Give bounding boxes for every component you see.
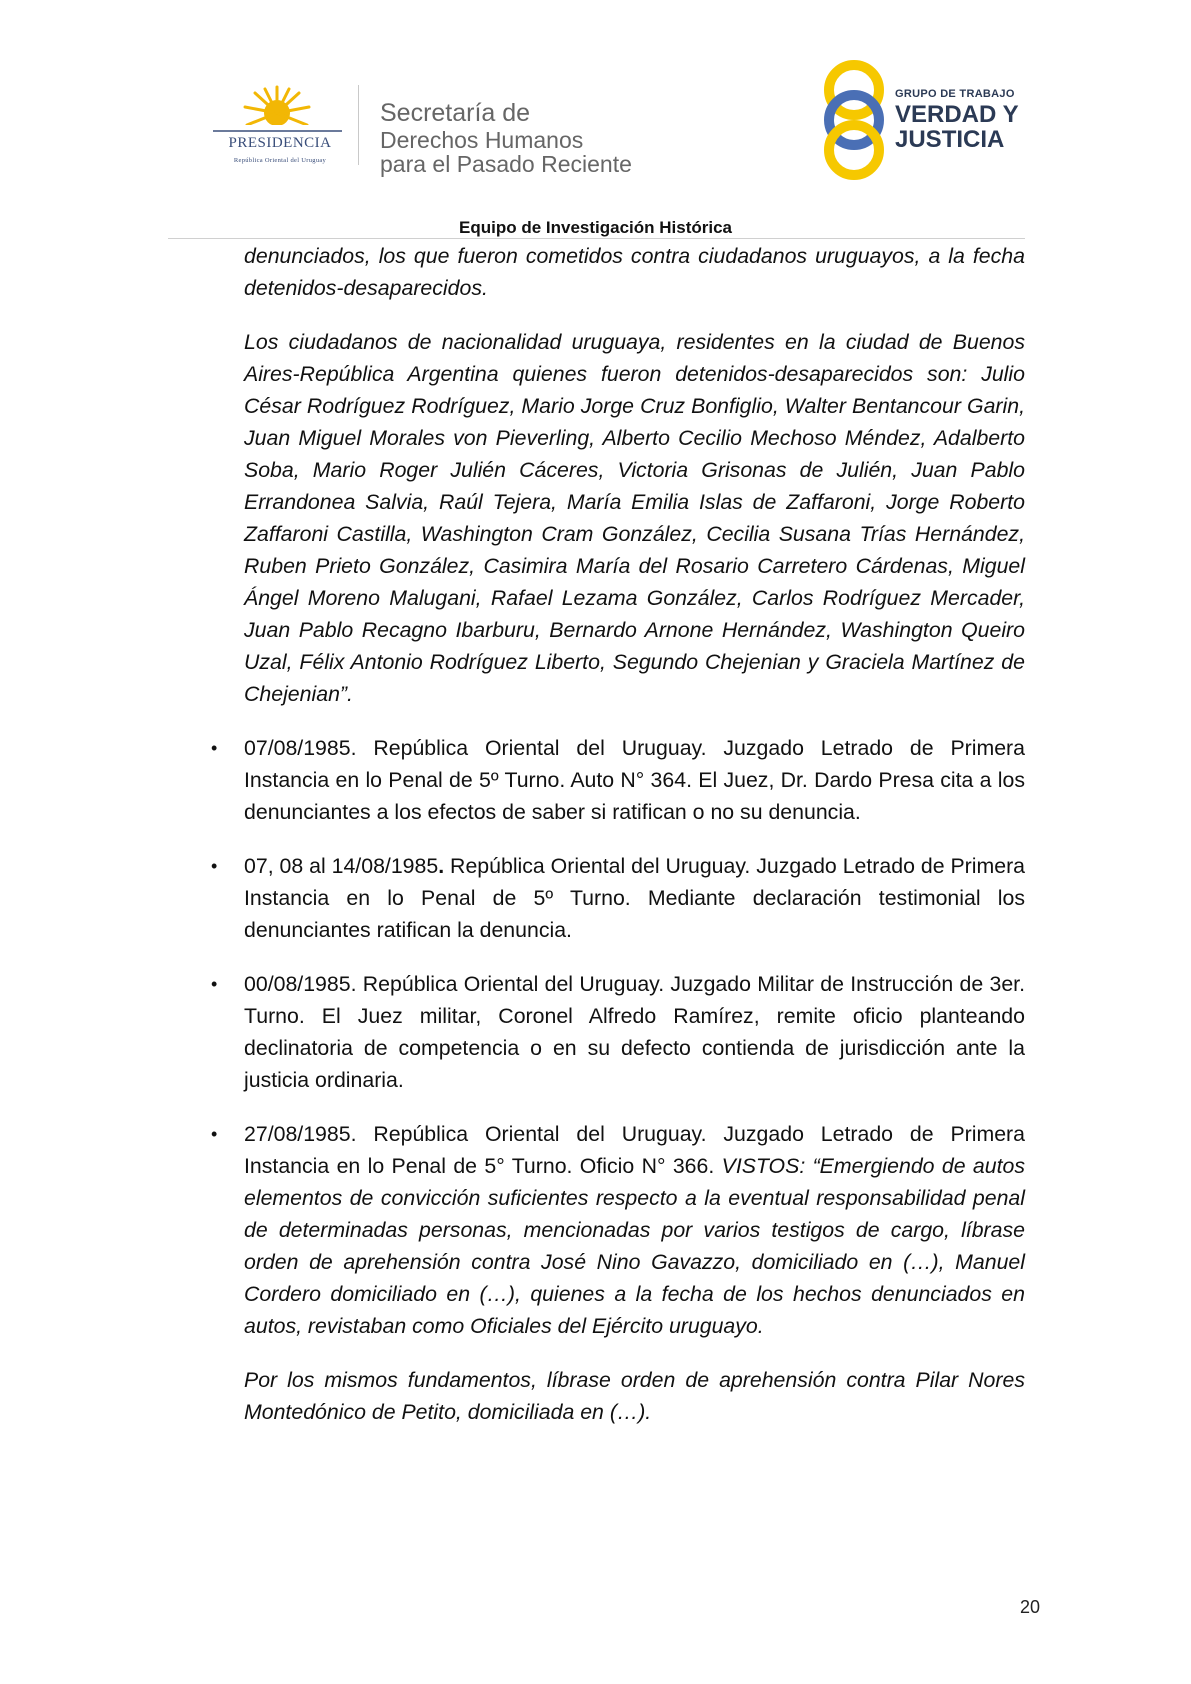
bullet-icon: • [211,738,218,758]
list-item [211,1118,1025,1342]
header-secretaria-block [205,85,685,175]
paragraph-names-list: Los ciudadanos de nacionalidad uruguaya, residentes en la ciudad de Buenos Aires-República Argentina quienes fueron detenidos-desaparecidos son: Julio César Rodríguez Rodríguez, Mario Jorge Cruz Bonfiglio, Walter Bentancour Garin, Juan Miguel Morales von Pieverling, Alberto Cecilio Mechoso Méndez, Adalberto Soba, Mario Roger Julién Cáceres, Victoria Grisonas de Julién, Juan Pablo Errandonea Salvia, Raúl Tejera, María Emilia Islas de Zaffaroni, Jorge Roberto Zaffaroni Castilla, Washington Cram González, Cecilia Susana Trías Hernández, Ruben Prieto González, Casimira María del Rosario Carretero Cárdenas, Miguel Ángel Moreno Malugani, Rafael Lezama González, Carlos Rodríguez Mercader, Juan Pablo Recagno Ibarburu, Bernardo Arnone Hernández, Washington Queiro Uzal, Félix Antonio Rodríguez Liberto, Segundo Chejenian y Graciela Martínez de Chejenian”. [244,330,1025,706]
list-item-text: 00/08/1985. República Oriental del Uruguay. Juzgado Militar de Instrucción de 3er. Turno. El Juez militar, Coronel Alfredo Ramírez, remite oficio planteando declinatoria de competencia o en su defecto contienda de jurisdicción ante la justicia ordinaria. [244,972,1025,1092]
bullet-icon: • [211,974,218,994]
list-item-text: 07/08/1985. República Oriental del Uruguay. Juzgado Letrado de Primera Instancia en lo Penal de 5º Turno. Auto N° 364. El Juez, Dr. Dardo Presa cita a los denunciantes a los efectos de saber si ratifican o no su denuncia. [244,736,1025,824]
grupo-trabajo-label: GRUPO DE TRABAJO [895,88,1015,100]
justicia-label: JUSTICIA [895,126,1005,153]
list-item-date: 07, 08 al 14/08/1985 [244,854,439,878]
team-title: Equipo de Investigación Histórica [459,218,732,237]
list-item [211,968,1025,1096]
secretaria-line-2: Derechos Humanos [380,127,584,153]
paragraph-final: Por los mismos fundamentos, líbrase orden de aprehensión contra Pilar Nores Montedónico de Petito, domiciliada en (…). [244,1368,1025,1424]
bullet-icon: • [211,1124,218,1144]
list-item [211,850,1026,946]
verdad-y-label: VERDAD Y [895,101,1019,128]
secretaria-line-3: para el Pasado Reciente [380,151,632,177]
list-item-text [244,1118,1025,1342]
header-verdad-justicia-block [820,60,1040,180]
list-item-text [244,850,1025,946]
list-item-rest: República Oriental del Uruguay. Juzgado Letrado de Primera Instancia en lo Penal de 5º Turno. Mediante declaración testimonial los denunciantes ratifican la denuncia. [244,854,1026,942]
secretaria-line-1: Secretaría de [380,99,531,127]
list-item-quote: VISTOS: “Emergiendo de autos elementos de convicción suficientes respecto a la eventual responsabilidad penal de determinadas personas, mencionadas por varios testigos de cargo, líbrase orden de aprehensión contra José Nino Gavazzo, domiciliado en (…), Manuel Cordero domiciliado en (…), quienes a la fecha de los hechos denunciados en autos, revistaban como Oficiales del Ejército uruguayo. [244,1154,1025,1338]
list-item [211,732,1025,828]
presidencia-label: PRESIDENCIA [228,135,332,151]
paragraph-continuation: denunciados, los que fueron cometidos contra ciudadanos uruguayos, a la fecha detenidos-desaparecidos. [244,244,1025,300]
presidencia-subtitle: República Oriental del Uruguay [233,157,327,164]
header-divider [358,85,359,165]
header-rule [168,238,1025,239]
page-number: 20 [1019,1597,1040,1617]
bullet-icon: • [211,856,218,876]
list-item-plain: 27/08/1985. República Oriental del Uruguay. Juzgado Letrado de Primera Instancia en lo Penal de 5° Turno. Oficio N° 366. [244,1122,1025,1178]
document-body [211,240,1026,1428]
verdad-justicia-logo [820,60,888,180]
list-item-date-dot: . [438,854,445,878]
